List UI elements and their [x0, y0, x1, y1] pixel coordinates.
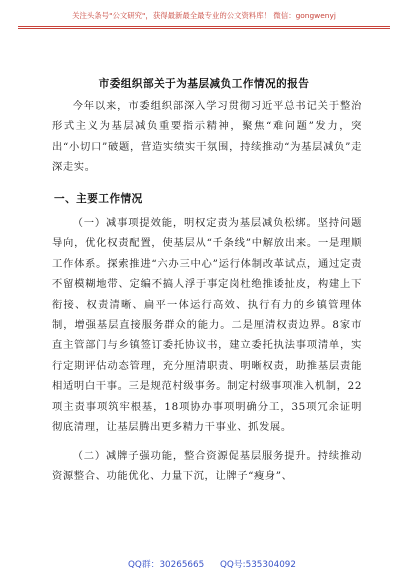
- intro-paragraph: 今年以来，市委组织部深入学习贯彻习近平总书记关于整治形式主义为基层减负重要指示精神，聚焦“难问题”发力，突出“小切口”破题，营造实绩实干氛围，持续推动“为基层减负”走深走实。: [52, 100, 362, 174]
- section-paragraph: （一）减事项提效能，明权定责为基层减负松绑。坚持问题导向，优化权责配置，使基层从“千条线”中解放出来。一是理顺工作体系。探索推进“六办三中心”运行体制改革试点，通过定责不留模糊地带、定编不搞人浮于事定岗杜绝推诿扯皮，构建上下衔接、权责清晰、扁平一体运行高效、执行有力的乡镇管理体制，增强基层直接服务群众的能力。二是厘清权责边界。8家市直主管部门与乡镇签订委托协议书，建立委托执法事项清单，实行定期评估动态管理，充分厘清职责、明晰权责，助推基层责能相适明白干事。三是规范村级事务。制定村级事项准入机制，22项主责事项筑牢根基，18项协办事项明确分工，35项冗余证明彻底清理，让基层腾出更多精力干事业、抓发展。: [52, 217, 362, 434]
- section-heading: 一、主要工作情况: [54, 192, 143, 205]
- paragraph-gap: [52, 178, 362, 186]
- paragraph-gap: [52, 438, 362, 446]
- qq-number-link[interactable]: QQ号:535304092: [220, 560, 296, 570]
- qq-group-link[interactable]: QQ群：30265665: [128, 560, 205, 570]
- header-rule-bottom: [18, 28, 390, 29]
- header-rule-top: [18, 26, 390, 27]
- document-body: [52, 96, 362, 486]
- document-title: 市委组织部关于为基层减负工作情况的报告: [98, 78, 310, 90]
- section-paragraph: （二）减牌子强功能，整合资源促基层服务提升。持续推动资源整合、功能优化、力量下沉，让牌子“瘦身”、: [52, 449, 362, 482]
- header-banner: 关注头条号"公文研究"，获得最新最全最专业的公文资料库！ 微信：gongwenyj: [72, 11, 336, 20]
